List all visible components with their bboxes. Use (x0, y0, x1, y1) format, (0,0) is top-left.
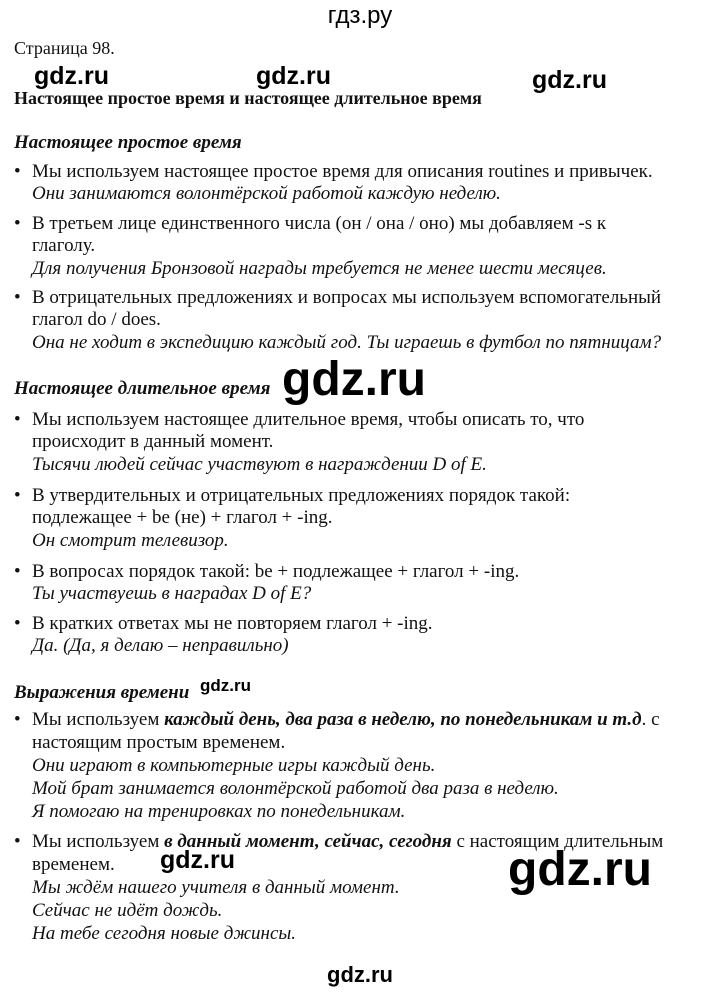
bullet-marker: • (14, 831, 21, 852)
rule-text: В отрицательных предложениях и вопросах мы используем вспомогательный (32, 287, 662, 308)
example-text: Мой брат занимается волонтёрской работой два раза в неделю. (32, 778, 559, 799)
watermark: gdz.ru (256, 62, 331, 90)
section-heading-present-continuous: Настоящее длительное время (14, 378, 271, 399)
time-expressions-bold: каждый день, два раза в неделю, по понедельникам и т.д (164, 709, 642, 730)
section-heading-present-simple: Настоящее простое время (14, 132, 242, 153)
list-item (0, 612, 720, 658)
rule-text-start: Мы используем (32, 709, 165, 730)
section-heading-time-expressions: Выражения времени (14, 682, 190, 703)
list-item (0, 286, 720, 356)
footer-site-name: gdz.ru (327, 962, 393, 987)
example-text: Да. (Да, я делаю – неправильно) (32, 635, 289, 656)
example-text: Он смотрит телевизор. (32, 530, 229, 551)
time-expressions-bold: в данный момент, сейчас, сегодня (164, 831, 452, 852)
rule-text: Мы используем настоящее простое время для описания routines и привычек. (32, 161, 653, 182)
rule-text: глаголу. (32, 235, 96, 256)
example-text: Они занимаются волонтёрской работой каждую неделю. (32, 183, 501, 204)
watermark: gdz.ru (200, 676, 251, 695)
example-text: На тебе сегодня новые джинсы. (32, 923, 296, 944)
example-text: Сейчас не идёт дождь. (32, 900, 223, 921)
watermark: gdz.ru (282, 353, 426, 406)
example-text: Я помогаю на тренировках по понедельникам. (32, 801, 406, 822)
example-text: Мы ждём нашего учителя в данный момент. (32, 877, 400, 898)
header-site-name: гдз.ру (327, 2, 393, 29)
rule-text: происходит в данный момент. (32, 431, 274, 452)
example-text: Для получения Бронзовой награды требуется не менее шести месяцев. (32, 258, 607, 279)
list-item (0, 212, 720, 282)
bullet-marker: • (14, 709, 21, 730)
bullet-marker: • (14, 161, 21, 182)
list-item (0, 560, 720, 606)
main-title: Настоящее простое время и настоящее длительное время (14, 88, 482, 108)
page-label: Страница 98. (14, 38, 115, 58)
rule-text (32, 708, 660, 731)
bullet-marker: • (14, 213, 21, 234)
rule-text: В вопросах порядок такой: be + подлежащее + глагол + -ing. (32, 561, 520, 582)
list-item (0, 708, 720, 824)
rule-text: глагол do / does. (32, 309, 161, 330)
example-text: Они играют в компьютерные игры каждый день. (32, 755, 436, 776)
example-text: Тысячи людей сейчас участвуют в награждении D of E. (32, 454, 487, 475)
watermark: gdz.ru (532, 66, 607, 94)
list-item (0, 408, 720, 478)
example-text: Ты участвуешь в наградах D of E? (32, 583, 312, 604)
rule-text-start: Мы используем (32, 831, 165, 852)
bullet-marker: • (14, 409, 21, 430)
rule-text: настоящим простым временем. (32, 732, 286, 753)
rule-text-end: . с (641, 709, 660, 730)
rule-text: В утвердительных и отрицательных предложениях порядок такой: (32, 485, 571, 506)
list-item (0, 484, 720, 554)
watermark: gdz.ru (34, 62, 109, 90)
watermark: gdz.ru (508, 843, 652, 896)
rule-text-end: с настоящим длительным (451, 831, 664, 852)
bullet-marker: • (14, 613, 21, 634)
watermark: gdz.ru (160, 846, 235, 874)
list-item (0, 160, 720, 206)
example-text: Она не ходит в экспедицию каждый год. Ты играешь в футбол по пятницам? (32, 332, 662, 353)
bullet-marker: • (14, 485, 21, 506)
rule-text: В третьем лице единственного числа (он / она / оно) мы добавляем -s к (32, 213, 607, 234)
rule-text: Мы используем настоящее длительное время, чтобы описать то, что (32, 409, 585, 430)
bullet-marker: • (14, 287, 21, 308)
rule-text: подлежащее + be (не) + глагол + -ing. (32, 507, 333, 528)
rule-text: В кратких ответах мы не повторяем глагол + -ing. (32, 613, 433, 634)
bullet-marker: • (14, 561, 21, 582)
rule-text: временем. (32, 854, 115, 875)
